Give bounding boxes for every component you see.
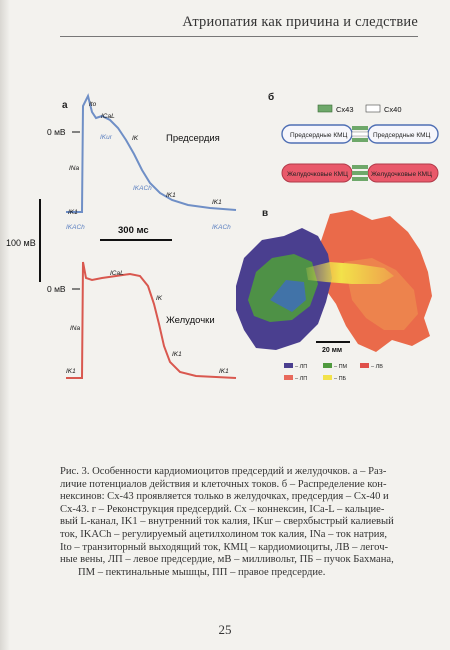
ventricular-cell-right-label: Желудочковые КМЦ xyxy=(371,171,432,178)
running-head: Атриопатия как причина и следствие xyxy=(182,14,418,30)
caption-line: ток, IKACh – регулируемый ацетилхолином ток калия, INa – ток натрия, xyxy=(60,528,387,540)
atria-label-ik1-small: IK1 xyxy=(68,209,78,216)
scale-bar-ms-label: 300 мс xyxy=(118,225,149,236)
legend-label-2: – ПМ xyxy=(334,364,348,370)
ventricle-label-ik1: IK1 xyxy=(172,351,182,358)
reconstruction-scale-label: 20 мм xyxy=(322,347,343,354)
atrial-cell-left-label: Предсердные КМЦ xyxy=(290,132,348,139)
caption-line: Ito – транзиторный выходящий ток, КМЦ – кардиомиоциты, ЛВ – легоч- xyxy=(60,541,389,553)
legend-label-1: – ЛП xyxy=(295,364,308,370)
ventricle-label-ik1-right: IK1 xyxy=(219,368,229,375)
legend-cx43-label: Cx43 xyxy=(336,105,354,114)
ventricle-label-ik1-left: IK1 xyxy=(66,368,76,375)
caption-line: нексинов: Cx-43 проявляется только в желудочках, предсердия – Cx-40 и xyxy=(60,491,389,503)
caption-line: личие потенциалов действия и клеточных токов. б – Распределение кон- xyxy=(60,478,387,490)
atria-label-ina: INa xyxy=(69,165,80,172)
panel-label-b: б xyxy=(268,92,275,103)
atria-label-ik1: IK1 xyxy=(166,192,176,199)
ventricle-zero-label: 0 мВ xyxy=(47,284,66,294)
atria-title: Предсердия xyxy=(166,133,220,144)
figure-caption xyxy=(60,466,418,579)
atria-label-ikur: IKur xyxy=(100,134,112,141)
caption-line: Cx-43. г – Реконструкция предсердий. Cx – коннексин, ICa-L – кальцие- xyxy=(60,503,385,515)
legend-swatch-3 xyxy=(360,363,369,368)
ventricular-cell-left-label: Желудочковые КМЦ xyxy=(287,171,348,178)
caption-line: ные вены, ЛП – левое предсердие, мВ – милливольт, ПБ – пучок Бахмана, xyxy=(60,554,394,566)
atria-label-ikach-left: IKACh xyxy=(66,224,85,231)
scale-bar-mv-label: 100 мВ xyxy=(6,238,36,248)
atria-label-ikach: IKACh xyxy=(133,185,152,192)
panel-label-a: а xyxy=(62,100,68,111)
legend-swatch-4 xyxy=(284,375,293,380)
legend-label-4: – ЛП xyxy=(295,376,308,382)
legend-label-5: – ПБ xyxy=(334,376,347,382)
legend-cx40-label: Cx40 xyxy=(384,105,402,114)
atria-label-ik: IK xyxy=(132,135,139,142)
legend-swatch-2 xyxy=(323,363,332,368)
ventricle-label-ical: ICaL xyxy=(110,270,124,277)
ventricle-title: Желудочки xyxy=(166,315,215,326)
ventricle-label-ik: IK xyxy=(156,295,163,302)
page-number: 25 xyxy=(218,622,232,637)
legend-swatch-5 xyxy=(323,375,332,380)
caption-line: ПМ – пектинальные мышцы, ПП – правое предсердие. xyxy=(78,566,326,578)
atria-zero-label: 0 мВ xyxy=(47,127,66,137)
atrial-cell-right-label: Предсердные КМЦ xyxy=(373,132,431,139)
atria-label-ito: Ito xyxy=(89,101,97,108)
atria-label-ik1-right: IK1 xyxy=(212,199,222,206)
legend-swatch-1 xyxy=(284,363,293,368)
legend-label-3: – ЛВ xyxy=(371,364,383,370)
ventricle-label-ina: INa xyxy=(70,325,81,332)
atria-label-ikach-right: IKACh xyxy=(212,224,231,231)
atria-label-ical: ICaL xyxy=(101,113,115,120)
caption-line: вый L-канал, IK1 – внутренний ток калия, IKur – сверхбыстрый калиевый xyxy=(60,516,394,528)
caption-line: Рис. 3. Особенности кардиомиоцитов предсердий и желудочков. а – Раз- xyxy=(60,466,387,477)
panel-label-v: в xyxy=(262,208,269,219)
